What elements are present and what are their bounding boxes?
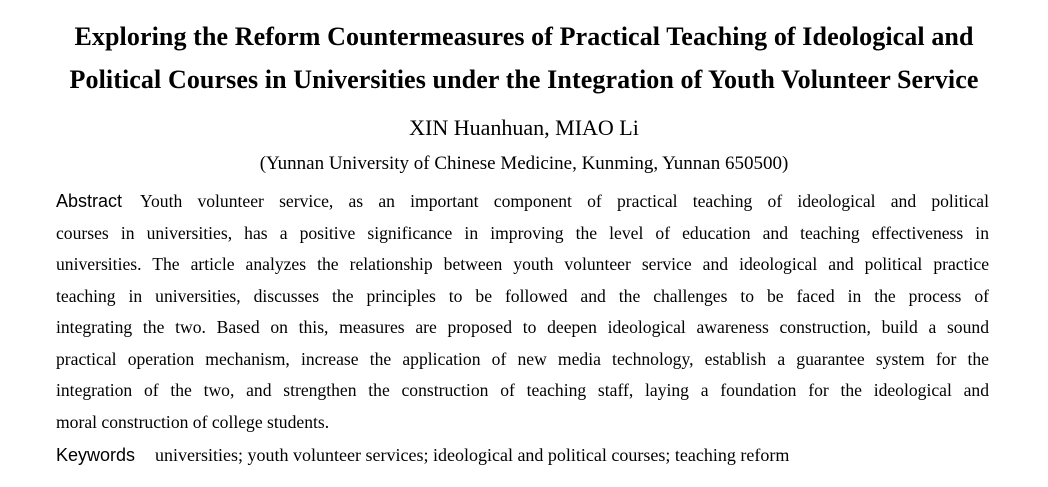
author-affiliation: (Yunnan University of Chinese Medicine, Kunming, Yunnan 650500) bbox=[259, 153, 789, 174]
abstract-line-2: courses in universities, has a positive significance in improving the level of education and teaching effectiveness in bbox=[56, 222, 989, 243]
abstract-first-line bbox=[56, 186, 989, 218]
author-list: XIN Huanhuan, MIAO Li bbox=[409, 115, 639, 140]
abstract-line-5: integrating the two. Based on this, measures are proposed to deepen ideological awareness construction, build a sound bbox=[56, 317, 989, 337]
abstract-line-4: teaching in universities, discusses the principles to be followed and the challenges to be faced in the process of bbox=[56, 285, 989, 306]
abstract-line-8: moral construction of college students. bbox=[56, 411, 330, 432]
abstract-line-7: integration of the two, and strengthen the construction of teaching staff, laying a foundation for the ideological and bbox=[56, 380, 989, 400]
keywords-text: universities; youth volunteer services; ideological and political courses; teaching reform bbox=[155, 445, 790, 465]
keywords-label: Keywords bbox=[56, 445, 136, 465]
abstract-section bbox=[56, 186, 989, 438]
abstract-line-3: universities. The article analyzes the relationship between youth volunteer service and ideological and political practice bbox=[56, 254, 989, 274]
keywords-section bbox=[56, 440, 789, 470]
abstract-line-1: Youth volunteer service, as an important component of practical teaching of ideological and political bbox=[140, 191, 989, 211]
abstract-label: Abstract bbox=[56, 191, 123, 211]
paper-title-line-1: Exploring the Reform Countermeasures of Practical Teaching of Ideological and bbox=[74, 22, 974, 51]
paper-title-line-2: Political Courses in Universities under the Integration of Youth Volunteer Service bbox=[69, 65, 979, 94]
abstract-line-6: practical operation mechanism, increase the application of new media technology, establish a guarantee system for the bbox=[56, 348, 989, 369]
